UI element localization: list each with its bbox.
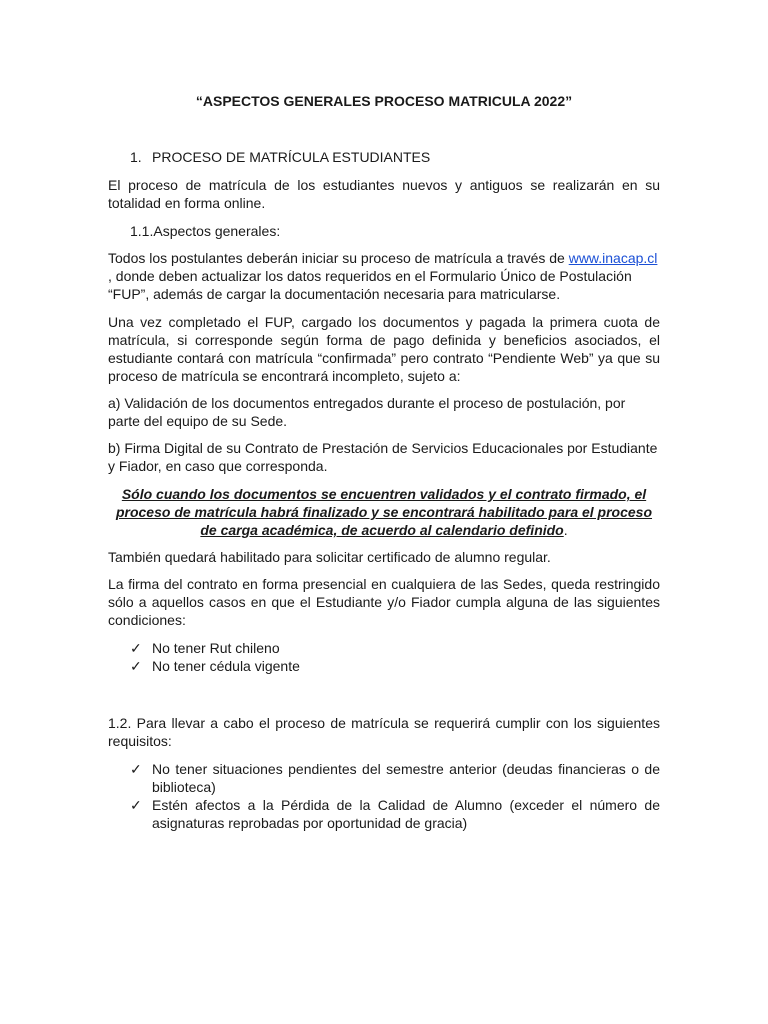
check-icon: ✓ [130,640,142,656]
check-icon: ✓ [130,797,142,813]
requirement-item: Estén afectos a la Pérdida de la Calidad de Alumno (exceder el número de asignaturas reprobadas por oportunidad de gracia) [152,797,660,831]
section-heading: PROCESO DE MATRÍCULA ESTUDIANTES [152,149,431,165]
subsection-heading: 1.1.Aspectos generales: [130,223,281,239]
check-icon: ✓ [130,761,142,777]
check-icon: ✓ [130,658,142,674]
certificate-paragraph: También quedará habilitado para solicitar certificado de alumno regular. [108,549,551,565]
fup-paragraph: Una vez completado el FUP, cargado los documentos y pagada la primera cuota de matrícula, si corresponde según forma de pago definida y beneficios asociados, el estudiante contará con matrícula “confirmada” pero contrato “Pendiente Web” ya que su proceso de matrícula se encontrará incompleto, sujeto a: [108,314,660,384]
emphasis-period: . [563,522,568,538]
registration-paragraph [108,249,660,303]
section-number: 1. [130,149,142,165]
condition-a: a) Validación de los documentos entregados durante el proceso de postulación, por parte del equipo de su Sede. [108,395,626,429]
requirement-item: No tener situaciones pendientes del semestre anterior (deudas financieras o de biblioteca) [152,761,660,795]
requirements-paragraph: 1.2. Para llevar a cabo el proceso de matrícula se requerirá cumplir con los siguientes requisitos: [108,715,660,749]
emphasis-paragraph [108,485,660,539]
emphasis-text: Sólo cuando los documentos se encuentren validados y el contrato firmado, el proceso de matrícula habrá finalizado y se encontrará habilitado para el proceso de carga académica, de acuerdo al calendario definido [115,486,653,538]
condition-item: No tener cédula vigente [152,658,300,674]
registration-text-end: , donde deben actualizar los datos requeridos en el Formulario Único de Postulación “FUP”, además de cargar la documentación necesaria para matricularse. [108,268,632,302]
intro-paragraph: El proceso de matrícula de los estudiantes nuevos y antiguos se realizarán en su totalidad en forma online. [108,177,660,211]
inacap-link[interactable]: www.inacap.cl [568,250,658,266]
in-person-signing-paragraph: La firma del contrato en forma presencial en cualquiera de las Sedes, queda restringido sólo a aquellos casos en que el Estudiante y/o Fiador cumpla alguna de las siguientes condiciones: [108,576,660,628]
registration-text-start: Todos los postulantes deberán iniciar su proceso de matrícula a través de [108,250,569,266]
condition-b: b) Firma Digital de su Contrato de Prestación de Servicios Educacionales por Estudiante y Fiador, en caso que corresponda. [108,440,658,474]
condition-item: No tener Rut chileno [152,640,280,656]
document-title: “ASPECTOS GENERALES PROCESO MATRICULA 2022” [195,93,573,109]
